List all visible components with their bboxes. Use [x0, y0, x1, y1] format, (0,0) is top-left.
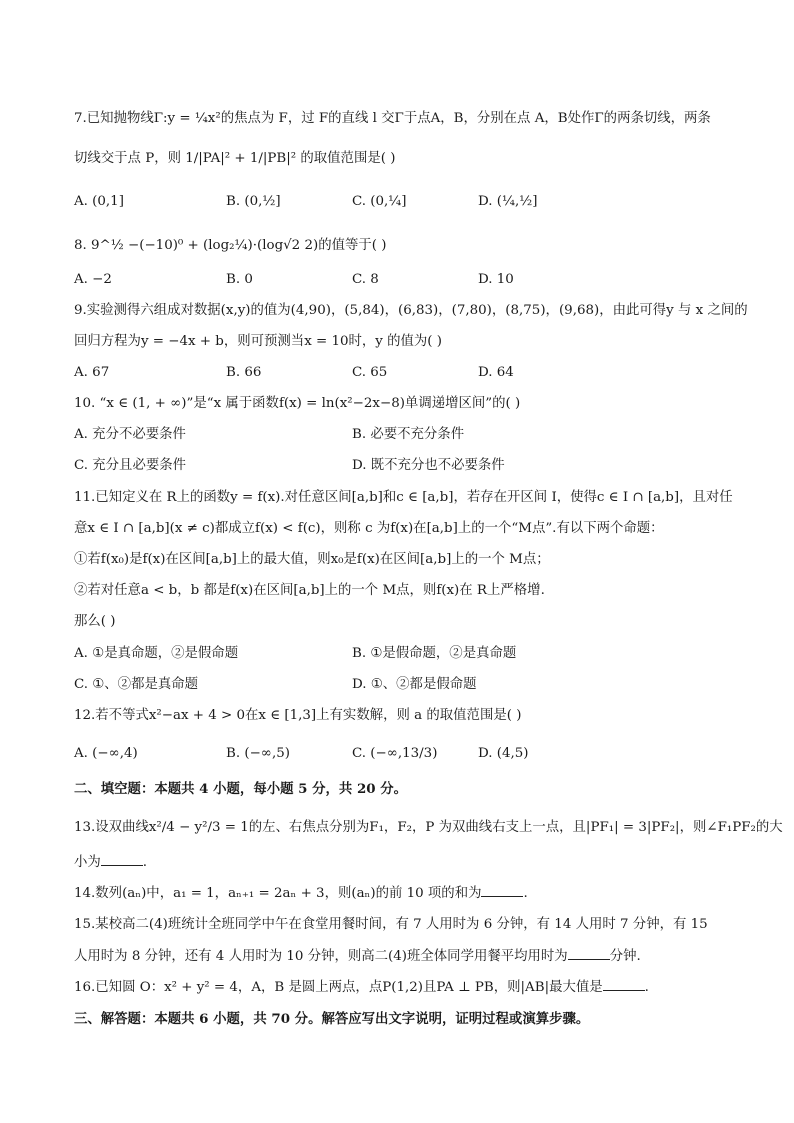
- q15-text-b: 分钟.: [609, 949, 641, 964]
- q15-stem-line2: [74, 947, 641, 966]
- q11-statement-1: ①若f(x₀)是f(x)在区间[a,b]上的最大值，则x₀是f(x)在区间[a,b]上的一个 M点；: [74, 552, 550, 567]
- q7-option-c: C. (0,¼]: [352, 194, 407, 209]
- q12-option-a: A. (−∞,4): [74, 746, 138, 761]
- q15-answer-blank[interactable]: [568, 947, 610, 960]
- q10-option-a: A. 充分不必要条件: [74, 427, 186, 442]
- q11-option-d: D. ①、②都是假命题: [352, 677, 477, 692]
- q9-stem-line2: 回归方程为y = −4x + b，则可预测当x = 10时，y 的值为( ): [74, 334, 442, 349]
- q12-option-d: D. (4,5): [478, 746, 529, 761]
- q11-option-a: A. ①是真命题，②是假命题: [74, 646, 239, 661]
- q7-stem-line1: 7.已知抛物线Γ:y = ¼x²的焦点为 F，过 F的直线 l 交Γ于点A，B，分别在点 A，B处作Γ的两条切线，两条: [74, 111, 711, 126]
- q13-body: x²/4 − y²/3 = 1的左、右焦点分别为F₁，F₂，P 为双曲线右支上一点，且|PF₁| = 3|PF₂|，则∠F₁PF₂的大: [148, 820, 783, 835]
- q11-statement-2: ②若对任意a < b，b 都是f(x)在区间[a,b]上的一个 M点，则f(x)在 R上严格增.: [74, 583, 545, 598]
- q11-option-b: B. ①是假命题，②是真命题: [352, 646, 517, 661]
- q12-stem: 12.若不等式x²−ax + 4 > 0在x ∈ [1,3]上有实数解，则 a 的取值范围是( ): [74, 708, 522, 723]
- q11-stem-line2: 意x ∈ I ∩ [a,b](x ≠ c)都成立f(x) < f(c)，则称 c 为f(x)在[a,b]上的一个“M点”.有以下两个命题：: [74, 521, 664, 536]
- section-solutions-heading: 三、解答题：本题共 6 小题，共 70 分。解答应写出文字说明，证明过程或演算步骤。: [74, 1011, 590, 1027]
- q15-stem-line1: 15.某校高二(4)班统计全班同学中午在食堂用餐时间，有 7 人用时为 6 分钟，有 14 人用时 7 分钟，有 15: [74, 917, 708, 932]
- q16-stem: 16.已知圆 O：x² + y² = 4，A，B 是圆上两点，点P(1,2)且PA ⊥ PB，则|AB|最大值是 .: [74, 980, 649, 995]
- q11-stem-line5: 那么( ): [74, 614, 116, 629]
- q7-option-a: A. (0,1]: [74, 194, 124, 209]
- q8-option-b: B. 0: [226, 272, 253, 287]
- q12-option-b: B. (−∞,5): [226, 746, 290, 761]
- q11-option-c: C. ①、②都是真命题: [74, 677, 199, 692]
- q10-option-d: D. 既不充分也不必要条件: [352, 458, 505, 473]
- q7-stem-line2: 切线交于点 P，则 1/|PA|² + 1/|PB|² 的取值范围是( ): [74, 151, 396, 166]
- q14-answer-blank[interactable]: [481, 884, 523, 897]
- q10-stem: 10. “x ∈ (1, + ∞)”是“x 属于函数f(x) = ln(x²−2x−8)单调递增区间”的( ): [74, 396, 521, 411]
- q13-line2-text: 小为: [74, 855, 101, 870]
- q13-stem-line2: 小为 .: [74, 855, 148, 870]
- q16-answer-blank[interactable]: [603, 978, 645, 991]
- q8-option-d: D. 10: [478, 272, 514, 287]
- q14-stem: 14.数列(aₙ)中，a₁ = 1，aₙ₊₁ = 2aₙ + 3，则(aₙ)的前 10 项的和为 .: [74, 886, 528, 901]
- q7-option-d: D. (¼,½]: [478, 194, 538, 209]
- q9-option-a: A. 67: [74, 365, 110, 380]
- q15-text-a: 人用时为 8 分钟，还有 4 人用时为 10 分钟，则高二(4)班全体同学用餐平均用时为: [74, 949, 568, 964]
- q8-stem: 8. 9^½ −(−10)⁰ + (log₂¼)·(log√2 2)的值等于( ): [74, 238, 387, 253]
- q12-option-c: C. (−∞,13/3): [352, 746, 438, 761]
- q10-option-b: B. 必要不充分条件: [352, 427, 465, 442]
- section-fill-in-heading: 二、填空题：本题共 4 小题，每小题 5 分，共 20 分。: [74, 781, 408, 797]
- q11-stem-line1: 11.已知定义在 R上的函数y = f(x).对任意区间[a,b]和c ∈ [a,b]，若存在开区间 I，使得c ∈ I ∩ [a,b]，且对任: [74, 490, 733, 505]
- q7-option-b: B. (0,½]: [226, 194, 281, 209]
- q8-option-a: A. −2: [74, 272, 112, 287]
- q9-option-d: D. 64: [478, 365, 514, 380]
- q9-option-c: C. 65: [352, 365, 388, 380]
- q14-text: 14.数列(aₙ)中，a₁ = 1，aₙ₊₁ = 2aₙ + 3，则(aₙ)的前 10 项的和为: [74, 886, 482, 901]
- q13-answer-blank[interactable]: [101, 853, 143, 866]
- q13-lead: 13.设双曲线: [74, 820, 149, 835]
- q9-option-b: B. 66: [226, 365, 262, 380]
- q9-stem-line1: 9.实验测得六组成对数据(x,y)的值为(4,90)，(5,84)，(6,83)，(7,80)，(8,75)，(9,68)，由此可得y 与 x 之间的: [74, 303, 748, 318]
- q10-option-c: C. 充分且必要条件: [74, 458, 187, 473]
- q13-stem-line1: [74, 819, 783, 837]
- q8-option-c: C. 8: [352, 272, 379, 287]
- q16-text: 16.已知圆 O：x² + y² = 4，A，B 是圆上两点，点P(1,2)且PA ⊥ PB，则|AB|最大值是: [74, 980, 603, 995]
